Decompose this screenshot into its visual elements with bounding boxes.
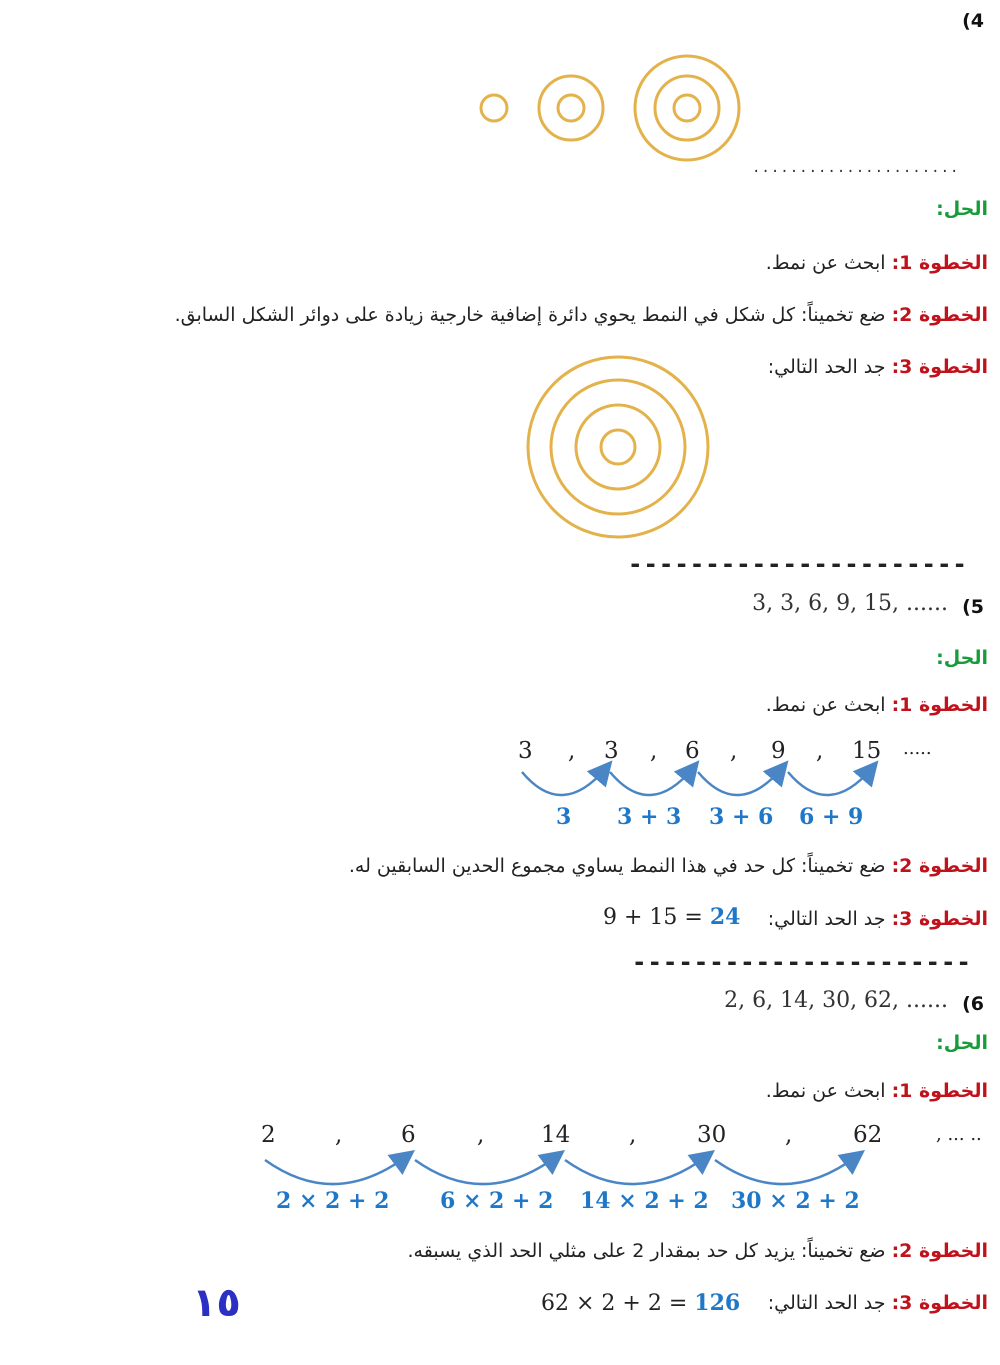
comma: , xyxy=(335,1122,343,1148)
equation-expression: 9 + 15 = xyxy=(603,905,703,930)
step-text: ضع تخميناً: كل شكل في النمط يحوي دائرة إضافية خارجية زيادة على دوائر الشكل السابق. xyxy=(174,304,886,326)
step-text: ابحث عن نمط. xyxy=(765,1080,886,1102)
page-number: ١٥ xyxy=(192,1280,241,1326)
arc-label: 3 + 3 xyxy=(617,804,682,830)
arrow-1 xyxy=(265,1156,407,1184)
step-text: ضع تخميناً: يزيد كل حد بمقدار 2 على مثلي الحد الذي يسبقه. xyxy=(407,1240,886,1262)
term: 6 xyxy=(401,1122,416,1148)
arrow-4 xyxy=(715,1156,857,1184)
circle-figure-1 xyxy=(481,95,507,121)
step-label: الخطوة 3: xyxy=(891,908,988,930)
solution-label-4: الحل: xyxy=(936,198,988,220)
step-label: الخطوة 3: xyxy=(891,356,988,378)
question-number-5: (5 xyxy=(962,596,984,618)
step-text: ابحث عن نمط. xyxy=(765,694,886,716)
arrow-2 xyxy=(415,1156,557,1184)
solution-label-5: الحل: xyxy=(936,647,988,669)
arrow-2 xyxy=(610,768,693,795)
circle-figure-2-outer xyxy=(539,76,603,140)
circle-figure-3-outer xyxy=(635,56,739,160)
arc-label: 30 × 2 + 2 xyxy=(731,1188,860,1214)
arc-label: 3 xyxy=(556,804,572,830)
term: 14 xyxy=(541,1122,571,1148)
section-separator: ---------------------- xyxy=(632,948,972,976)
ellipsis: ..... xyxy=(903,738,932,759)
step-label: الخطوة 3: xyxy=(891,1292,988,1314)
section-separator: ---------------------- xyxy=(628,550,968,578)
arc-label: 14 × 2 + 2 xyxy=(580,1188,709,1214)
q5-arrows xyxy=(510,760,890,808)
term: 15 xyxy=(852,738,882,764)
step1-row-5 xyxy=(766,694,988,716)
comma: , xyxy=(730,738,738,764)
comma: , xyxy=(650,738,658,764)
arrow-4 xyxy=(788,768,872,795)
step2-row-5 xyxy=(349,855,988,877)
step-label: الخطوة 1: xyxy=(891,1080,988,1102)
equation-expression: 62 × 2 + 2 = xyxy=(541,1291,688,1316)
solution-label-6: الحل: xyxy=(936,1032,988,1054)
next-term-circles-figure xyxy=(523,352,713,542)
step-label: الخطوة 2: xyxy=(891,304,988,326)
equation-answer: 126 xyxy=(694,1290,741,1316)
step3-row-5 xyxy=(768,906,988,931)
step-text: جد الحد التالي: xyxy=(767,908,886,930)
step-text: ضع تخميناً: كل حد في هذا النمط يساوي مجموع الحدين السابقين له. xyxy=(348,855,886,877)
step-text: ابحث عن نمط. xyxy=(765,252,886,274)
step-text: جد الحد التالي: xyxy=(767,1292,886,1314)
question-number-6: (6 xyxy=(962,993,984,1015)
comma: , xyxy=(568,738,576,764)
term: 2 xyxy=(261,1122,276,1148)
step-label: الخطوة 1: xyxy=(891,252,988,274)
step-label: الخطوة 2: xyxy=(891,855,988,877)
comma: , xyxy=(816,738,824,764)
step2-row-6 xyxy=(408,1240,989,1262)
equation-answer: 24 xyxy=(709,904,741,930)
step1-row-4 xyxy=(766,252,988,274)
arc-label: 6 + 9 xyxy=(799,804,864,830)
sequence-6: 2, 6, 14, 30, 62, ...... xyxy=(724,988,948,1013)
step-label: الخطوة 1: xyxy=(891,694,988,716)
term: 9 xyxy=(771,738,786,764)
sequence-5: 3, 3, 6, 9, 15, ...... xyxy=(752,591,948,616)
question-number-4: (4 xyxy=(962,10,984,32)
term: 30 xyxy=(697,1122,727,1148)
arrow-1 xyxy=(522,768,606,795)
term: 62 xyxy=(853,1122,883,1148)
step-text: جد الحد التالي: xyxy=(767,356,886,378)
circles-pattern-figure xyxy=(470,50,760,170)
term: 3 xyxy=(604,738,619,764)
step3-row-4 xyxy=(768,356,988,378)
step-label: الخطوة 2: xyxy=(891,1240,988,1262)
arrow-3 xyxy=(698,768,782,795)
step2-row-4 xyxy=(175,304,988,326)
term: 3 xyxy=(518,738,533,764)
arc-label: 2 × 2 + 2 xyxy=(276,1188,390,1214)
arc-label: 3 + 6 xyxy=(709,804,774,830)
step1-row-6 xyxy=(766,1080,988,1102)
comma: , xyxy=(629,1122,637,1148)
answer-blank: ...................... xyxy=(752,160,960,176)
comma: , xyxy=(477,1122,485,1148)
step3-row-6 xyxy=(768,1292,988,1314)
arrow-3 xyxy=(565,1156,707,1184)
arc-label: 6 × 2 + 2 xyxy=(440,1188,554,1214)
step3-equation-6 xyxy=(541,1290,740,1316)
step3-equation-5 xyxy=(603,904,740,930)
term: 6 xyxy=(685,738,700,764)
comma: , xyxy=(785,1122,793,1148)
ellipsis: , ... .. xyxy=(936,1124,982,1145)
